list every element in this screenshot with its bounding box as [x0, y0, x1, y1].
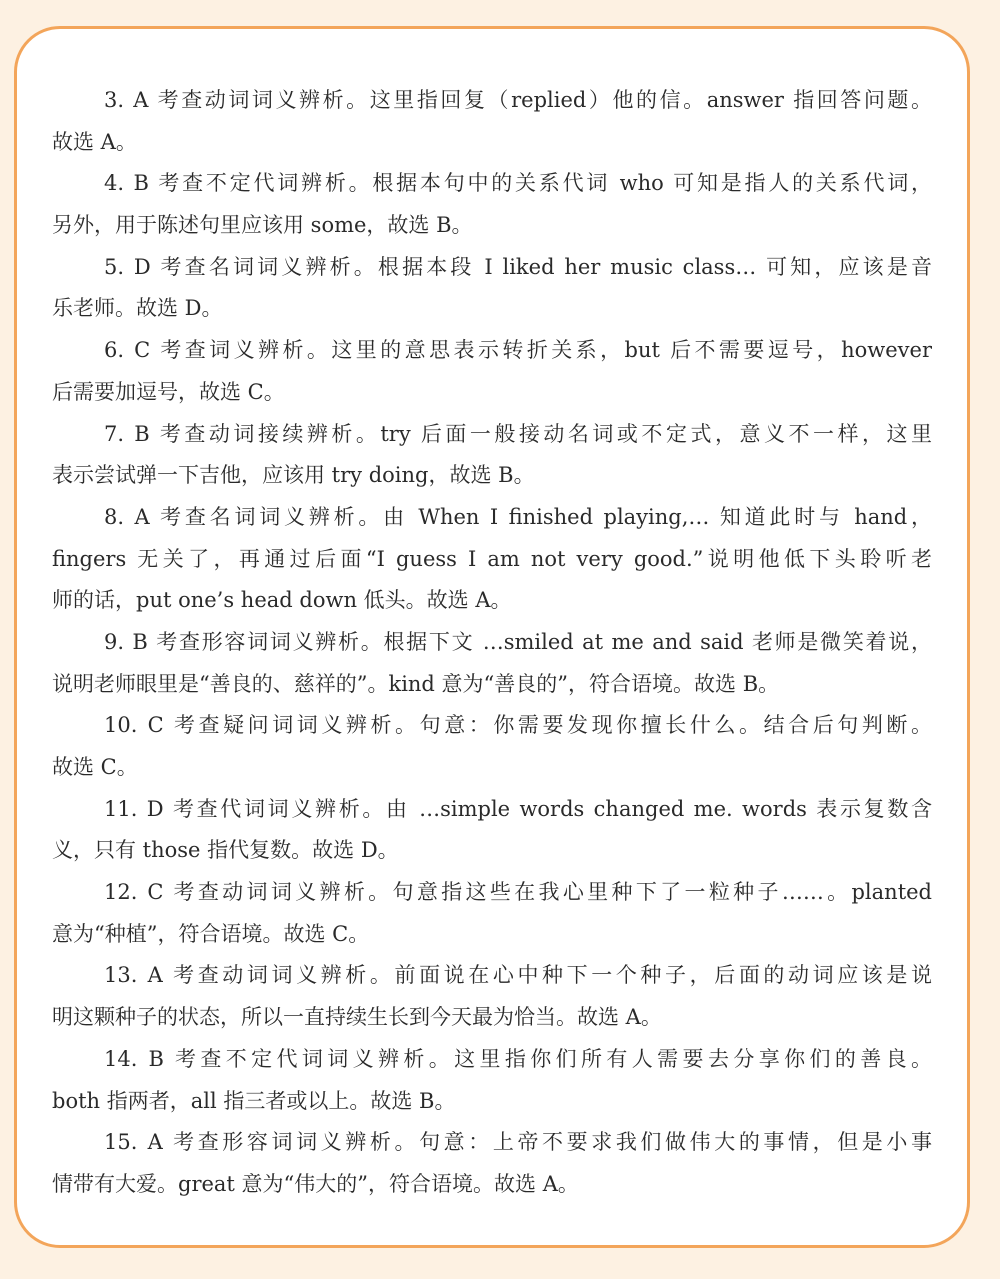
text-line: 义，只有 those 指代复数。故选 D。: [52, 838, 399, 863]
explanation-item-11: [52, 789, 932, 872]
text-line: 故选 C。: [52, 755, 138, 779]
explanation-item-12: [52, 872, 932, 955]
text-line: 11. D 考查代词词义辨析。由 …simple words changed me. words 表示复数含: [104, 796, 932, 821]
text-line: 9. B 考查形容词词义辨析。根据下文 …smiled at me and said 老师是微笑着说，: [104, 629, 932, 654]
text-line: both 指两者，all 指三者或以上。故选 B。: [52, 1088, 456, 1113]
text-line: 12. C 考查动词词义辨析。句意指这些在我心里种下了一粒种子……。planted: [104, 880, 932, 905]
text-line: 3. A 考查动词词义辨析。这里指回复（replied）他的信。answer 指回答问题。: [104, 88, 932, 112]
explanation-item-7: [52, 414, 932, 497]
explanation-item-4: [52, 163, 932, 246]
explanation-item-5: [52, 247, 932, 330]
text-line: 7. B 考查动词接续辨析。try 后面一般接动名词或不定式，意义不一样，这里: [104, 421, 932, 446]
text-line: 6. C 考查词义辨析。这里的意思表示转折关系，but 后不需要逗号，however: [104, 338, 932, 363]
text-line: 14. B 考查不定代词词义辨析。这里指你们所有人需要去分享你们的善良。: [104, 1046, 932, 1071]
text-line: fingers 无关了，再通过后面“I guess I am not very good.”说明他低下头聆听老: [52, 546, 932, 571]
text-line: 情带有大爱。great 意为“伟大的”，符合语境。故选 A。: [52, 1171, 579, 1196]
explanation-item-13: [52, 955, 932, 1038]
text-line: 意为“种植”，符合语境。故选 C。: [52, 921, 370, 946]
explanation-item-10: [52, 705, 932, 788]
text-line: 后需要加逗号，故选 C。: [52, 379, 285, 404]
text-line: 说明老师眼里是“善良的、慈祥的”。kind 意为“善良的”，符合语境。故选 B。: [52, 671, 780, 696]
text-line: 4. B 考查不定代词辨析。根据本句中的关系代词 who 可知是指人的关系代词，: [104, 171, 932, 196]
text-line: 乐老师。故选 D。: [52, 296, 223, 321]
explanation-item-15: [52, 1122, 932, 1205]
text-line: 5. D 考查名词词义辨析。根据本段 I liked her music class… 可知，应该是音: [104, 254, 932, 279]
explanation-item-6: [52, 330, 932, 413]
explanation-item-9: [52, 622, 932, 705]
text-line: 另外，用于陈述句里应该用 some，故选 B。: [52, 213, 473, 238]
text-line: 表示尝试弹一下吉他，应该用 try doing，故选 B。: [52, 463, 535, 488]
explanation-item-8: [52, 497, 932, 622]
text-line: 10. C 考查疑问词词义辨析。句意：你需要发现你擅长什么。结合后句判断。: [104, 713, 932, 738]
explanation-item-3: [52, 80, 932, 163]
text-line: 明这颗种子的状态，所以一直持续生长到今天最为恰当。故选 A。: [52, 1005, 662, 1030]
text-line: 师的话，put one’s head down 低头。故选 A。: [52, 588, 512, 613]
explanation-item-14: [52, 1039, 932, 1122]
text-line: 13. A 考查动词词义辨析。前面说在心中种下一个种子，后面的动词应该是说: [104, 963, 932, 988]
text-line: 8. A 考查名词词义辨析。由 When I finished playing,… 知道此时与 hand，: [104, 504, 932, 529]
answer-explanations: [52, 80, 932, 1206]
text-line: 故选 A。: [52, 129, 137, 154]
text-line: 15. A 考查形容词词义辨析。句意：上帝不要求我们做伟大的事情，但是小事: [104, 1130, 932, 1155]
